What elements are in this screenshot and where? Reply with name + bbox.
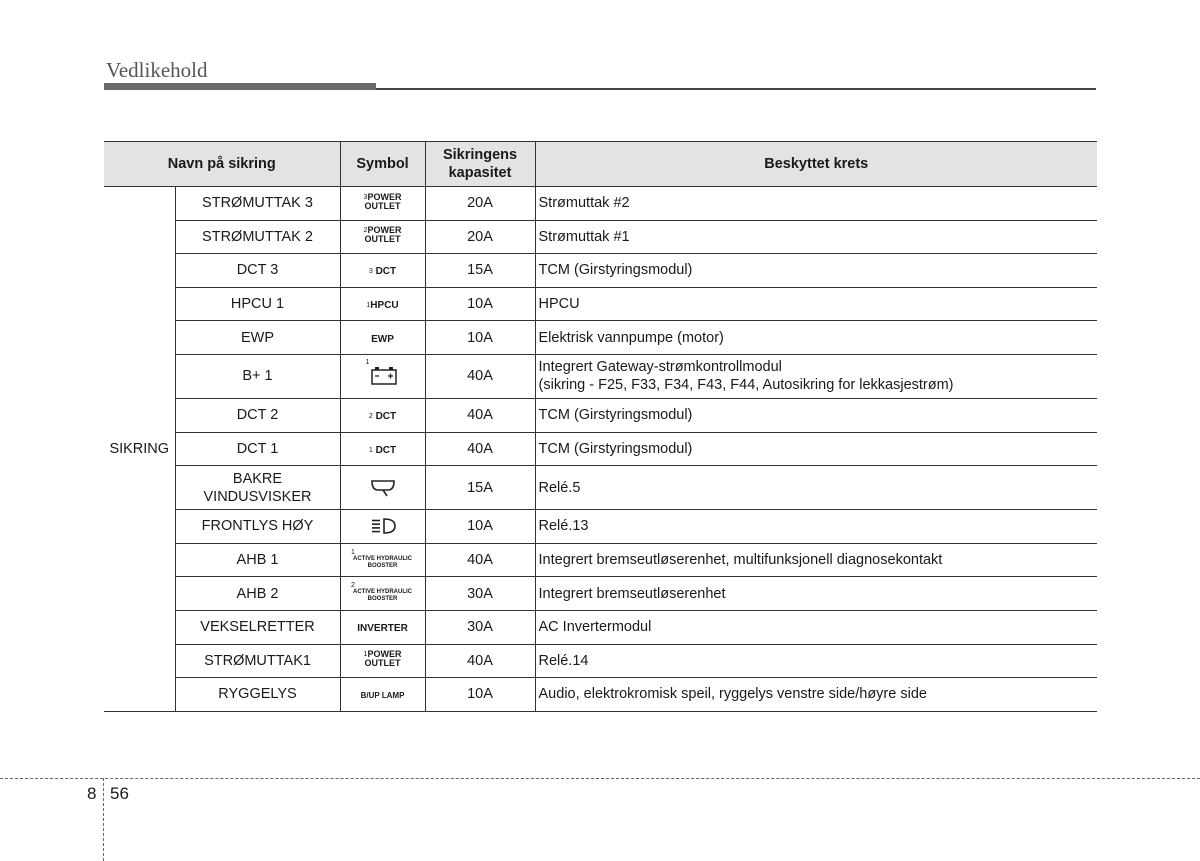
header-rule-thick (104, 83, 376, 90)
table-row (104, 466, 1097, 510)
fuse-name: EWP (175, 321, 340, 355)
power-outlet-symbol: $^3$POWER OUTLET (363, 191, 402, 211)
fuse-circuit: Strømuttak #1 (535, 220, 1097, 254)
table-row (104, 220, 1097, 254)
fuse-circuit: Audio, elektrokromisk speil, ryggelys venstre side/høyre side (535, 678, 1097, 712)
fuse-name: B+ 1 (175, 354, 340, 398)
fuse-circuit: TCM (Girstyringsmodul) (535, 254, 1097, 288)
fuse-symbol (340, 678, 425, 712)
fuse-circuit: TCM (Girstyringsmodul) (535, 432, 1097, 466)
table-header-row (104, 142, 1097, 187)
battery-icon (370, 364, 398, 386)
footer-vertical-divider (103, 778, 104, 861)
fuse-capacity: 40A (425, 354, 535, 398)
fuse-symbol (340, 398, 425, 432)
dct-symbol: $^1$ DCT (368, 444, 397, 456)
fuse-capacity: 40A (425, 543, 535, 577)
fuse-name: RYGGELYS (175, 678, 340, 712)
battery-symbol: 1 (368, 362, 398, 386)
fuse-capacity: 10A (425, 321, 535, 355)
table-row (104, 678, 1097, 712)
dct-symbol: $^2$ DCT (368, 411, 397, 423)
hpcu-symbol: $^1$HPCU (366, 300, 399, 312)
fuse-name: VEKSELRETTER (175, 610, 340, 644)
fuse-circuit: Integrert bremseutløserenhet, multifunksjonell diagnosekontakt (535, 543, 1097, 577)
fuse-capacity: 15A (425, 254, 535, 288)
header-capacity-line2: kapasitet (448, 165, 512, 181)
fuse-circuit: Relé.5 (535, 466, 1097, 510)
fuse-capacity: 30A (425, 610, 535, 644)
table-row (104, 432, 1097, 466)
group-label: SIKRING (104, 187, 175, 712)
high-beam-icon (369, 517, 397, 535)
fuse-name: DCT 1 (175, 432, 340, 466)
header-capacity-line1: Sikringens (442, 147, 518, 163)
fuse-circuit: Relé.13 (535, 510, 1097, 544)
table-row (104, 510, 1097, 544)
header-rule-thin (376, 88, 1096, 90)
fuse-symbol (340, 321, 425, 355)
fuse-name: DCT 2 (175, 398, 340, 432)
fuse-symbol (340, 610, 425, 644)
fuse-symbol (340, 644, 425, 678)
fuse-symbol (340, 254, 425, 288)
table-row (104, 287, 1097, 321)
fuse-name: STRØMUTTAK1 (175, 644, 340, 678)
fuse-circuit: AC Invertermodul (535, 610, 1097, 644)
fuse-table (104, 141, 1097, 712)
footer-divider (0, 778, 1200, 779)
ahb-symbol: 1 ACTIVE HYDRAULIC BOOSTER (351, 548, 413, 569)
fuse-name: FRONTLYS HØY (175, 510, 340, 544)
power-outlet-symbol: $^1$POWER OUTLET (363, 649, 402, 669)
page-number: 56 (110, 784, 129, 803)
fuse-symbol (340, 287, 425, 321)
fuse-capacity: 10A (425, 678, 535, 712)
fuse-circuit-line2: (sikring - F25, F33, F34, F43, F44, Autosikring for lekkasjestrøm) (538, 377, 954, 394)
table-row (104, 543, 1097, 577)
fuse-symbol (340, 510, 425, 544)
fuse-capacity: 15A (425, 466, 535, 510)
backup-lamp-symbol: B/UP LAMP (360, 691, 405, 701)
header-fuse-name: Navn på sikring (104, 142, 340, 187)
chapter-number: 8 (87, 784, 97, 803)
ewp-symbol: EWP (371, 333, 394, 345)
fuse-capacity: 20A (425, 187, 535, 221)
fuse-name-line1: BAKRE (232, 470, 283, 487)
fuse-circuit (535, 354, 1097, 398)
table-row (104, 644, 1097, 678)
inverter-symbol: INVERTER (357, 623, 408, 635)
fuse-capacity: 20A (425, 220, 535, 254)
fuse-circuit-line1: Integrert Gateway-strømkontrollmodul (538, 359, 782, 376)
rear-wiper-icon (369, 478, 397, 498)
fuse-capacity: 10A (425, 510, 535, 544)
fuse-circuit: Integrert bremseutløserenhet (535, 577, 1097, 611)
table-row (104, 577, 1097, 611)
fuse-capacity: 40A (425, 644, 535, 678)
table-row (104, 254, 1097, 288)
fuse-circuit: Relé.14 (535, 644, 1097, 678)
fuse-name: AHB 1 (175, 543, 340, 577)
header-symbol: Symbol (340, 142, 425, 187)
power-outlet-symbol: $^2$POWER OUTLET (363, 225, 402, 245)
fuse-symbol (340, 187, 425, 221)
fuse-name: STRØMUTTAK 2 (175, 220, 340, 254)
fuse-symbol (340, 432, 425, 466)
fuse-circuit: HPCU (535, 287, 1097, 321)
table-row (104, 354, 1097, 398)
fuse-symbol (340, 466, 425, 510)
page-header-title: Vedlikehold (106, 58, 208, 82)
header-capacity (425, 142, 535, 187)
fuse-symbol (340, 354, 425, 398)
ahb-symbol: 2 ACTIVE HYDRAULIC BOOSTER (351, 582, 413, 603)
fuse-name: HPCU 1 (175, 287, 340, 321)
fuse-capacity: 30A (425, 577, 535, 611)
dct-symbol: $^3$ DCT (368, 266, 397, 278)
fuse-capacity: 40A (425, 432, 535, 466)
fuse-name: AHB 2 (175, 577, 340, 611)
fuse-circuit: Strømuttak #2 (535, 187, 1097, 221)
table-row (104, 321, 1097, 355)
header-protected-circuit: Beskyttet krets (535, 142, 1097, 187)
fuse-circuit: Elektrisk vannpumpe (motor) (535, 321, 1097, 355)
fuse-circuit: TCM (Girstyringsmodul) (535, 398, 1097, 432)
fuse-name: DCT 3 (175, 254, 340, 288)
fuse-symbol (340, 577, 425, 611)
fuse-capacity: 40A (425, 398, 535, 432)
fuse-symbol (340, 543, 425, 577)
table-row (104, 187, 1097, 221)
fuse-name (175, 466, 340, 510)
fuse-symbol (340, 220, 425, 254)
fuse-name: STRØMUTTAK 3 (175, 187, 340, 221)
fuse-name-line2: VINDUSVISKER (203, 488, 312, 505)
fuse-capacity: 10A (425, 287, 535, 321)
table-row (104, 610, 1097, 644)
table-row (104, 398, 1097, 432)
